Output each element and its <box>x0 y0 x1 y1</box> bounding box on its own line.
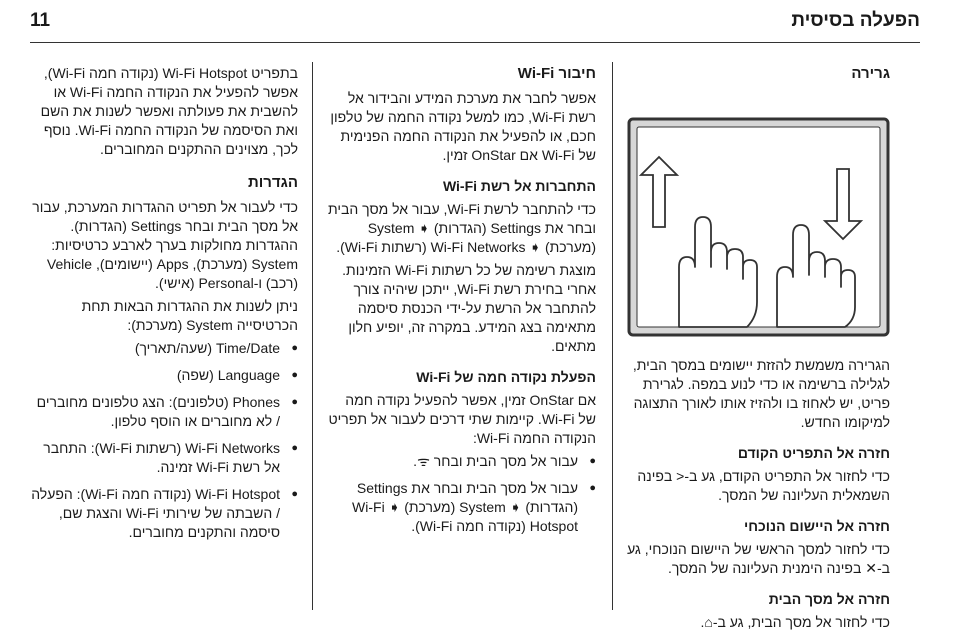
wifi-intro: אפשר לחבר את מערכת המידע והבידור אל רשת Wi-Fi, כמו למשל נקודה החמה של טלפון חכם, או להפעיל את הנקודה החמה הפנימית של Wi-Fi אם OnStar זמין. <box>330 90 596 163</box>
drag-description: הגרירה משמשת להזזת יישומים במסך הבית, לגלילה ברשימה או כדי לנוע במפה. לגרירת פריט, יש לאחוז בו ולהזיז אותו לאורך התצוגה למיקומו החדש. <box>632 357 890 430</box>
page-header <box>30 10 920 40</box>
subheading-back-home: חזרה אל מסך הבית <box>768 591 890 607</box>
settings-system-text: ניתן לשנות את ההגדרות הבאות תחת הכרטיסייה System (מערכת): <box>81 298 298 333</box>
subheading-back-previous: חזרה אל התפריט הקודם <box>737 445 890 461</box>
column-divider <box>312 62 313 610</box>
column-left <box>30 64 298 550</box>
header-rule <box>30 42 920 43</box>
subheading-connect-wifi: התחברות אל רשת Wi-Fi <box>442 178 596 194</box>
system-settings-list <box>30 339 298 542</box>
page-title: הפעלה בסיסית <box>791 10 920 31</box>
connect-wifi-text: כדי להתחבר לרשת Wi-Fi, עבור אל מסך הבית ובחר את Settings (הגדרות) ➧ System (מערכת) ➧ Wi-Fi Networks (רשתות Wi-Fi). <box>327 201 596 255</box>
page-number: 11 <box>30 10 51 31</box>
list-item: ● Language (שפה) <box>30 366 298 385</box>
settings-text: כדי לעבור אל תפריט ההגדרות המערכת, עבור אל מסך הבית ובחר Settings (הגדרות). ההגדרות מחולקות בערך לארבע כרטיסיות: System (מערכת), Apps (יישומים), Vehicle (רכב) ו-Personal (אישי). <box>32 199 298 291</box>
list-item: ● עבור אל מסך הבית ובחר ᯤ. <box>326 452 596 471</box>
back-previous-text: כדי לחזור אל התפריט הקודם, גע ב-< בפינה השמאלית העליונה של המסך. <box>637 468 890 503</box>
list-item: ● Phones (טלפונים): הצג טלפונים מחוברים / לא מחוברים או הוסף טלפון. <box>30 393 298 431</box>
list-item: ● Wi-Fi Networks (רשתות Wi-Fi): התחבר אל רשת Wi-Fi זמינה. <box>30 439 298 477</box>
list-item: ● עבור אל מסך הבית ובחר את Settings (הגדרות) ➧ System (מערכת) ➧ Wi-Fi Hotspot (נקודה חמה Wi-Fi). <box>326 479 596 536</box>
section-heading-settings: הגדרות <box>248 174 298 191</box>
hotspot-text: אם OnStar זמין, אפשר להפעיל נקודה חמה של Wi-Fi. קיימות שתי דרכים לעבור אל תפריט הנקודה החמה Wi-Fi: <box>328 392 596 446</box>
list-item: ● Time/Date (שעה/תאריך) <box>30 339 298 358</box>
list-item: ● Wi-Fi Hotspot (נקודה חמה Wi-Fi): הפעלה / השבתה של שירותי Wi-Fi והצגת שם, סיסמה והתקנים מחוברים. <box>30 485 298 542</box>
column-right <box>627 64 890 636</box>
column-divider <box>612 62 613 610</box>
connect-wifi-list-text: מוצגת רשימה של כל רשתות Wi-Fi הזמינות. אחרי בחירת רשת Wi-Fi, ייתכן שיהיה צורך להתחבר אל הרשת על-ידי הכנסת סיסמה מתאימה בצג המידע. במקרה זה, יופיע חלון מתאים. <box>342 262 596 354</box>
back-home-text: כדי לחזור אל מסך הבית, גע ב-⌂. <box>700 614 890 630</box>
hotspot-menu-text: בתפריט Wi-Fi Hotspot (נקודה חמה Wi-Fi), אפשר להפעיל את הנקודה החמה Wi-Fi או להשבית את פעולתה ואפשר לשנות את השם ואת הסיסמה של הנקודה החמה Wi-Fi. נוסף לכך, מצוינים ההתקנים המחוברים. <box>40 65 298 157</box>
subheading-back-current-app: חזרה אל היישום הנוכחי <box>744 518 890 534</box>
back-current-app-text: כדי לחזור למסך הראשי של היישום הנוכחי, גע ב-✕ בפינה הימנית העליונה של המסך. <box>627 541 890 576</box>
swipe-gesture-illustration <box>627 117 890 337</box>
subheading-hotspot: הפעלת נקודה חמה של Wi-Fi <box>416 369 596 385</box>
column-middle <box>326 64 596 544</box>
section-heading-drag: גרירה <box>851 65 890 82</box>
section-heading-wifi: חיבור Wi-Fi <box>517 65 596 82</box>
hotspot-access-list <box>326 452 596 536</box>
